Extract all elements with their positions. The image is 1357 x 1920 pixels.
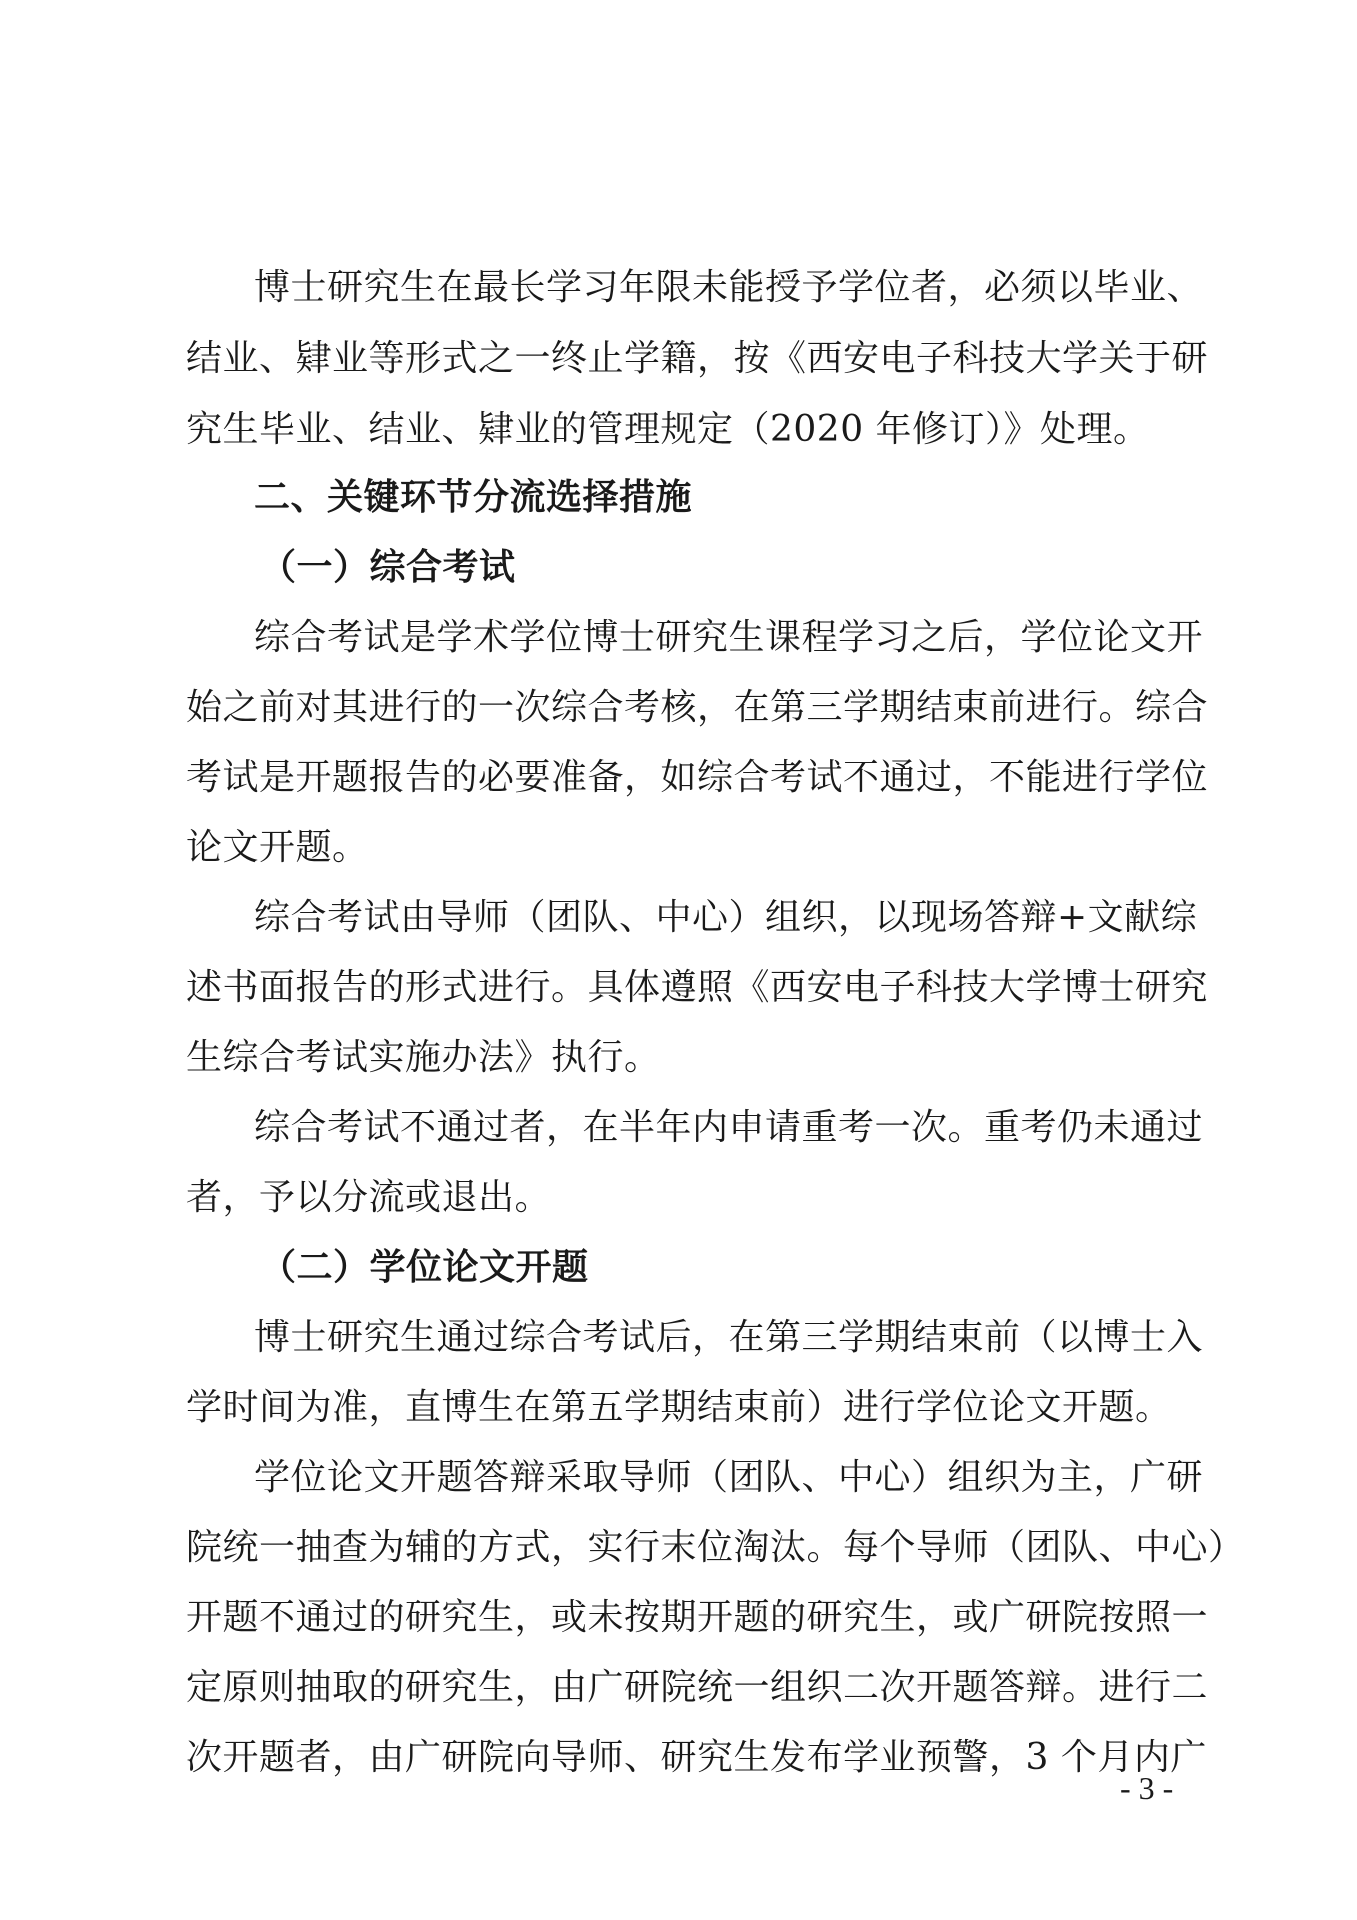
paragraph-line: 开题不通过的研究生，或未按期开题的研究生，或广研院按照一 [186,1597,1209,1638]
paragraph-line: 究生毕业、结业、肄业的管理规定（2020 年修订）》处理。 [186,409,1150,450]
paragraph-line: 学时间为准，直博生在第五学期结束前）进行学位论文开题。 [186,1387,1172,1428]
paragraph-line: 始之前对其进行的一次综合考核，在第三学期结束前进行。综合 [186,687,1209,728]
paragraph-line: 论文开题。 [186,827,369,868]
paragraph-line: 博士研究生在最长学习年限未能授予学位者，必须以毕业、 [254,267,1204,308]
paragraph-line: 次开题者，由广研院向导师、研究生发布学业预警，3 个月内广 [186,1737,1207,1778]
paragraph-line: 博士研究生通过综合考试后，在第三学期结束前（以博士入 [254,1317,1204,1358]
paragraph-line: 院统一抽查为辅的方式，实行末位淘汰。每个导师（团队、中心） [186,1527,1245,1568]
paragraph-line: 生综合考试实施办法》执行。 [186,1037,661,1078]
subsection-heading: （二）学位论文开题 [260,1247,589,1288]
paragraph-line: 定原则抽取的研究生，由广研院统一组织二次开题答辩。进行二 [186,1667,1209,1708]
section-heading: 二、关键环节分流选择措施 [254,477,693,518]
paragraph-line: 结业、肄业等形式之一终止学籍，按《西安电子科技大学关于研 [186,338,1209,379]
paragraph-line: 综合考试是学术学位博士研究生课程学习之后，学位论文开 [254,617,1204,658]
paragraph-line: 考试是开题报告的必要准备，如综合考试不通过，不能进行学位 [186,757,1209,798]
paragraph-line: 述书面报告的形式进行。具体遵照《西安电子科技大学博士研究 [186,967,1209,1008]
paragraph-line: 者，予以分流或退出。 [186,1177,552,1218]
subsection-heading: （一）综合考试 [260,547,516,588]
paragraph-line: 学位论文开题答辩采取导师（团队、中心）组织为主，广研 [254,1457,1204,1498]
paragraph-line: 综合考试由导师（团队、中心）组织，以现场答辩+文献综 [254,897,1198,938]
paragraph-line: 综合考试不通过者，在半年内申请重考一次。重考仍未通过 [254,1107,1204,1148]
page-number: - 3 - [1120,1770,1174,1806]
